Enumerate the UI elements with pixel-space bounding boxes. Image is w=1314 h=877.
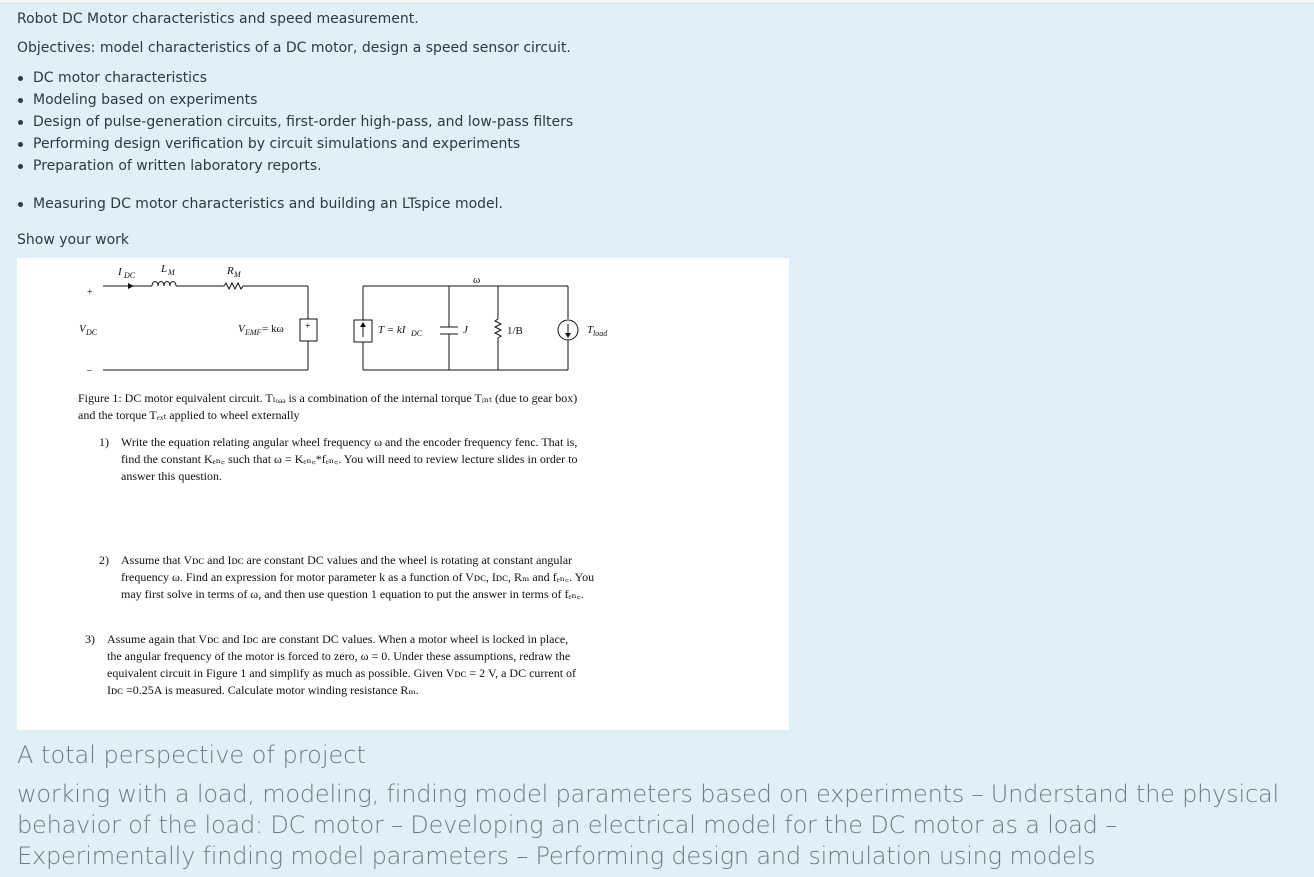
torque-equation: T = kI (378, 324, 406, 336)
page-title: Robot DC Motor characteristics and speed measurement. (17, 11, 419, 27)
question-line: Iᴅᴄ =0.25A is measured. Calculate motor winding resistance Rₘ. (107, 683, 419, 697)
lm-sub: M (168, 268, 175, 277)
question-line: Assume again that Vᴅᴄ and Iᴅᴄ are constant DC values. When a motor wheel is locked in place, (107, 632, 569, 646)
question-line: frequency ω. Find an expression for motor parameter k as a function of Vᴅᴄ, Iᴅᴄ, Rₘ and fₑₙ꜀. You (121, 570, 595, 584)
objectives-text: Objectives: model characteristics of a DC motor, design a speed sensor circuit. (17, 40, 571, 56)
question-line: find the constant Kₑₙ꜀ such that ω = Kₑₙ꜀*fₑₙ꜀. You will need to review lecture slides in order to (121, 452, 578, 466)
circuit-diagram (17, 258, 789, 388)
figure-caption (78, 390, 638, 424)
assignment-figure (17, 258, 789, 730)
show-work-label: Show your work (17, 232, 130, 248)
omega-label: ω (473, 274, 481, 286)
question-3 (85, 631, 645, 699)
question-number: 2) (99, 553, 109, 567)
source-plus: + (305, 321, 311, 332)
vdc-label: V (79, 323, 86, 335)
question-number: 1) (99, 435, 109, 449)
rm-label: R (227, 265, 234, 277)
question-number: 3) (85, 632, 95, 646)
minus-sign: – (87, 365, 92, 376)
vemf-equation: = kω (262, 323, 284, 335)
perspective-body: working with a load, modeling, finding model parameters based on experiments – Understand the physical behavior of the load: DC motor – Developing an electrical model for the DC motor as a load – Experimentally finding model parameters – Performing design and simulation using models (17, 780, 1279, 870)
j-label: J (463, 324, 468, 336)
list-item: DC motor characteristics (17, 67, 1302, 89)
main-content (17, 8, 1302, 249)
question-2 (99, 552, 639, 603)
lm-label: L (161, 263, 168, 275)
question-1 (99, 434, 619, 485)
top-border (0, 0, 1314, 4)
list-item: Measuring DC motor characteristics and building an LTspice model. (17, 193, 1302, 215)
vemf-sub: EMF (245, 328, 262, 337)
question-line: Assume that Vᴅᴄ and Iᴅᴄ are constant DC values and the wheel is rotating at constant angular (121, 553, 573, 567)
caption-line: Figure 1: DC motor equivalent circuit. Tₗₒₐₔ is a combination of the internal torque Tᵢₙₜ (due to gear box) (78, 391, 578, 405)
tload-sub: load (593, 329, 608, 338)
inv-b-label: 1/B (507, 325, 523, 337)
torque-sub: DC (411, 329, 423, 338)
vdc-sub: DC (86, 328, 98, 337)
question-line: may first solve in terms of ω, and then use question 1 equation to put the answer in terms of fₑₙ꜀. (121, 587, 584, 601)
caption-line: and the torque Tₑₓₜ applied to wheel externally (78, 408, 300, 422)
idc-label: I (118, 266, 122, 278)
vemf-label: V (238, 323, 245, 335)
list-item: Modeling based on experiments (17, 89, 1302, 111)
list-item: Design of pulse-generation circuits, first-order high-pass, and low-pass filters (17, 111, 1302, 133)
perspective-heading: A total perspective of project (17, 741, 366, 769)
plus-sign: + (87, 287, 93, 298)
idc-sub: DC (124, 271, 136, 280)
rm-sub: M (234, 270, 241, 279)
task-list (17, 193, 1302, 215)
question-line: answer this question. (121, 469, 222, 483)
question-line: the angular frequency of the motor is forced to zero, ω = 0. Under these assumptions, redraw the (107, 649, 571, 663)
list-item: Performing design verification by circuit simulations and experiments (17, 133, 1302, 155)
list-item: Preparation of written laboratory reports. (17, 155, 1302, 177)
objective-list (17, 67, 1302, 177)
tload-label: T (587, 324, 594, 336)
question-line: equivalent circuit in Figure 1 and simplify as much as possible. Given Vᴅᴄ = 2 V, a DC current of (107, 666, 577, 680)
question-line: Write the equation relating angular wheel frequency ω and the encoder frequency fenc. That is, (121, 435, 578, 449)
